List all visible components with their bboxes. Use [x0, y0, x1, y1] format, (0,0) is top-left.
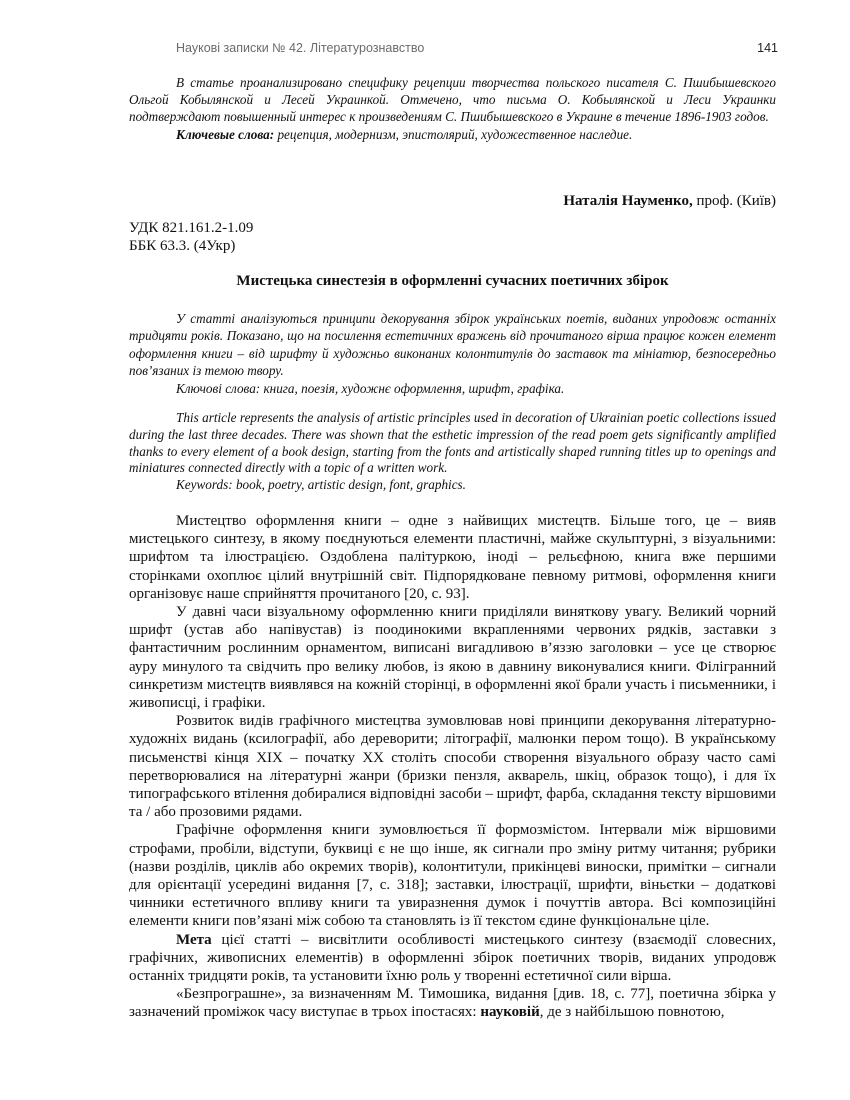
bbk-code: ББК 63.3. (4Укр) [129, 238, 236, 254]
paragraph-6 [129, 985, 776, 1021]
paragraph-6-start: «Безпрограшне», за визначенням М. Тимошика, видання [див. 18, с. 77], поетична збірка у зазначений проміжок часу виступає в трьох іпостасях: [129, 986, 776, 1021]
article-body [129, 512, 776, 1022]
keywords-english: Keywords: book, poetry, artistic design, font, graphics. [176, 477, 466, 493]
paragraph-4: Графічне оформлення книги зумовлюється її формозмістом. Інтервали між віршовими строфами, пробіли, відступи, буквиці є не що інше, як сигнали про зміну ритму читання; рубрики (назви розділів, циклів або окремих творів), колонтитули, прикінцеві виноски, примітки – сигнали для орієнтації усередині видання [7, с. 318]; заставки, ілюстрації, шрифти, віньєтки – додаткові чинники естетичного впливу книги та увиразнення думок і почуттів автора. Всі композиційні елементи книги пов’язані між собою та становлять із її текстом єдине функціональне ціле. [129, 822, 776, 930]
abstract-ukrainian-text: У статті аналізуються принципи декорування збірок українських поетів, виданих упродовж останніх тридцяти років. Показано, що на посилення естетичних вражень від прочитаного вірша працює кожен елемент оформлення книги – від шрифту й художньо виконаних колонтитулів до заставок та мініатюр, безпосередньо пов’язаних із темою твору. [129, 311, 776, 379]
paragraph-5 [129, 931, 776, 986]
previous-keywords [129, 126, 776, 143]
previous-keywords-list: рецепция, модернизм, эпистолярий, художественное наследие. [274, 126, 633, 142]
abstract-english-text: This article represents the analysis of artistic principles used in decoration of Ukrainian poetic collections issued during the last three decades. There was shown that the esthetic impression of the read poem gets significantly amplified thanks to every element of a book design, starting from the fonts and artistically shaped running titles up to openings and miniatures connected directly with a topic of a written work. [129, 410, 776, 476]
page-number: 141 [757, 41, 778, 55]
aim-label: Мета [176, 931, 212, 948]
previous-keywords-label: Ключевые слова: [176, 126, 275, 142]
paragraph-6-emphasis: науковій [480, 1004, 540, 1021]
journal-title: Наукові записки № 42. Літературознавство [176, 41, 425, 55]
abstract-ukrainian [129, 310, 776, 397]
author-name: Наталія Науменко, [563, 193, 693, 209]
previous-article-abstract [129, 74, 776, 143]
author-line [563, 193, 776, 210]
paragraph-3: Розвиток видів графічного мистецтва зумовлював нові принципи декорування літературно-художніх видань (ксилографії, або дереворити; літографії, малюнки пером тощо). В українському письменстві кінця XIX – початку XX століть способи створення візуального образу часто самі перетворювалися на літературні жанри (бризки пензля, акварель, шкіц, образок тощо), і для їх типографського втілення добиралися відповідні засоби – шрифт, фарба, складання тексту віршовими та / або прозовими рядами. [129, 713, 776, 821]
author-title: проф. (Київ) [692, 193, 776, 209]
paragraph-1: Мистецтво оформлення книги – одне з найвищих мистецтв. Більше того, це – вияв мистецького синтезу, в якому поєднуються елементи пластичні, майже скульптурні, з візуальними: шрифтом та ілюстрацією. Оздоблена палітуркою, іноді – рельєфною, книга вже першими сторінками охоплює цілий внутрішній світ. Підпорядковане певному ритмові, оформлення книги організовує наше сприйняття прочитаного [20, с. 93]. [129, 513, 776, 602]
classification-codes [129, 219, 253, 255]
article-title: Мистецька синестезія в оформленні сучасних поетичних збірок [236, 273, 669, 289]
paragraph-2: У давні часи візуальному оформленню книги приділяли виняткову увагу. Великий чорний шрифт (устав або напівустав) із поодинокими вкрапленнями червоних рядків, заставки з фантастичним рослинним орнаментом, виписані вигадливою в’яззю заголовки – усе це створює ауру минулого та свідчить про велику любов, із якою в давнину виконувалися книги. Філігранний синкретизм мистецтв виявлявся на кожній сторінці, в оформленні якої брали участь і письменники, і живописці, і графіки. [129, 604, 776, 712]
abstract-english [129, 410, 776, 494]
keywords-ukrainian: Ключові слова: книга, поезія, художнє оформлення, шрифт, графіка. [176, 380, 565, 396]
udk-code: УДК 821.161.2-1.09 [129, 220, 254, 236]
paragraph-6-end: , де з найбільшою повнотою, [539, 1004, 725, 1021]
aim-text: цієї статті – висвітлити особливості мистецького синтезу (взаємодії словесних, графічних, живописних елементів) в оформленні збірок поетичних творів, виданих упродовж останніх тридцяти років, та установити їхню роль у творенні естетичної сили вірша. [129, 931, 776, 985]
previous-abstract-text: В статье проанализировано специфику рецепции творчества польского писателя С. Пшибышевского Ольгой Кобылянской и Лесей Украинкой. Отмечено, что письма О. Кобылянской и Леси Украинки подтверждают повышенный интерес к произведениям С. Пшибышевского в Украине в течение 1896-1903 годов. [129, 75, 776, 125]
running-head [176, 41, 778, 55]
